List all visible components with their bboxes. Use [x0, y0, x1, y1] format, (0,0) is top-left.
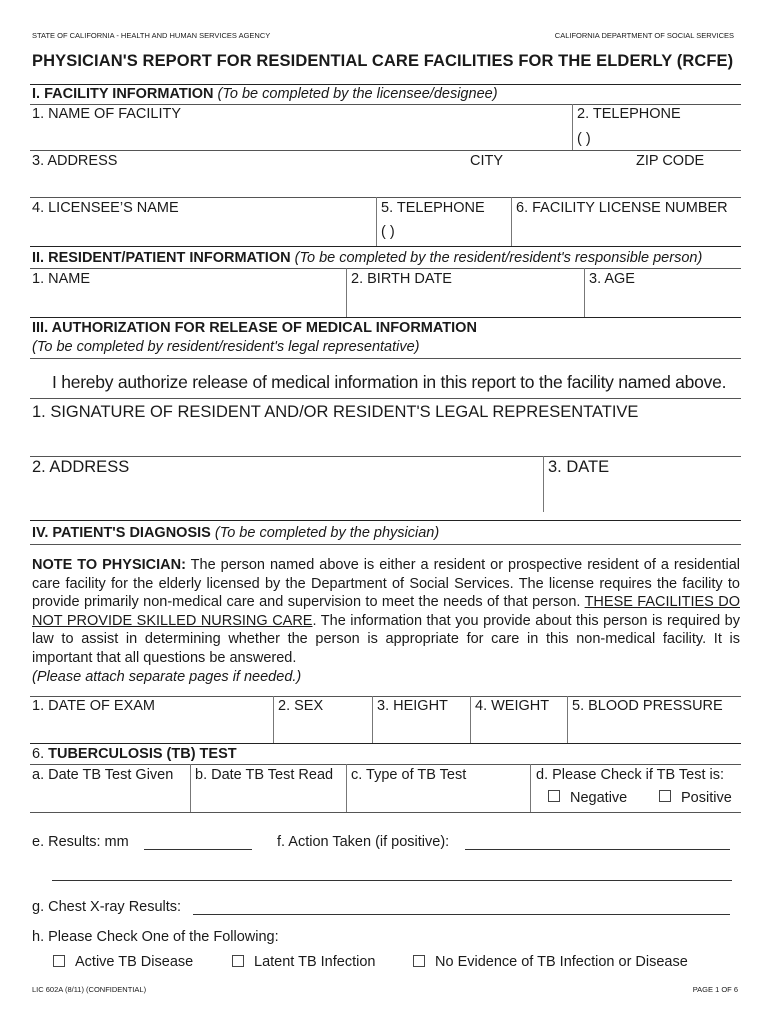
- license-number-field[interactable]: [516, 219, 738, 244]
- signature-field[interactable]: [32, 424, 738, 454]
- active-tb-checkbox[interactable]: [53, 955, 65, 967]
- zip-label: ZIP CODE: [636, 153, 705, 169]
- action-field[interactable]: [465, 849, 730, 850]
- sex-field[interactable]: [278, 717, 368, 741]
- negative-label: Negative: [570, 790, 628, 806]
- birth-date-label: 2. BIRTH DATE: [351, 271, 452, 287]
- telephone5-label: 5. TELEPHONE: [381, 200, 485, 216]
- action-label: f. Action Taken (if positive):: [277, 834, 450, 850]
- auth-address-field[interactable]: [32, 480, 538, 510]
- facility-name-field[interactable]: [32, 124, 568, 148]
- note-to-physician: NOTE TO PHYSICIAN: The person named above is either a resident or prospective resident of a residential care facility for the elderly licensed by the Department of Social Services. The license requires the facility to provide primarily non-medical care and supervision to meet the needs of that person. THESE FACILITIES DO NOT PROVIDE SKILLED NURSING CARE. The information that you provide about this person is required by law to assist in determining whether the person is appropriate for care in this non-medical facility. It is important that all questions be answered. (Please attach separate pages if needed.): [32, 557, 741, 685]
- negative-checkbox[interactable]: [548, 790, 560, 802]
- licensee-telephone-field[interactable]: [395, 219, 507, 244]
- section3-heading: III. AUTHORIZATION FOR RELEASE OF MEDICAL INFORMATION: [32, 320, 477, 336]
- facility-name-label: 1. NAME OF FACILITY: [32, 106, 182, 122]
- section2-heading: II. RESIDENT/PATIENT INFORMATION (To be completed by the resident/resident's responsible person): [32, 250, 703, 266]
- latent-tb-label: Latent TB Infection: [254, 954, 376, 970]
- tb-date-read-field[interactable]: [195, 786, 342, 810]
- no-evidence-checkbox[interactable]: [413, 955, 425, 967]
- auth-date-label: 3. DATE: [548, 458, 610, 476]
- section4-heading: IV. PATIENT'S DIAGNOSIS (To be completed by the physician): [32, 525, 440, 541]
- xray-label: g. Chest X-ray Results:: [32, 899, 182, 915]
- facility-telephone-field[interactable]: [590, 124, 738, 148]
- page-number: PAGE 1 OF 6: [692, 985, 738, 994]
- tb-type-label: c. Type of TB Test: [351, 767, 467, 783]
- form-title: PHYSICIAN'S REPORT FOR RESIDENTIAL CARE FACILITIES FOR THE ELDERLY (RCFE): [32, 52, 734, 70]
- section1-heading: I. FACILITY INFORMATION (To be completed by the licensee/designee): [32, 86, 498, 102]
- height-label: 3. HEIGHT: [377, 698, 448, 714]
- section3-note: (To be completed by resident/resident's legal representative): [32, 339, 420, 355]
- check-one-label: h. Please Check One of the Following:: [32, 929, 279, 945]
- licensee-name-field[interactable]: [32, 219, 372, 244]
- positive-checkbox[interactable]: [659, 790, 671, 802]
- tb-date-given-field[interactable]: [32, 786, 186, 810]
- authorization-statement: I hereby authorize release of medical information in this report to the facility named above.: [52, 372, 727, 392]
- auth-date-field[interactable]: [548, 480, 738, 510]
- tb-date-given-label: a. Date TB Test Given: [32, 767, 174, 783]
- blood-pressure-field[interactable]: [572, 717, 738, 741]
- positive-label: Positive: [681, 790, 732, 806]
- facility-address-field[interactable]: [32, 172, 738, 196]
- age-field[interactable]: [589, 290, 738, 315]
- telephone-paren: ( ): [577, 131, 591, 147]
- license-number-label: 6. FACILITY LICENSE NUMBER: [516, 200, 728, 216]
- no-evidence-label: No Evidence of TB Infection or Disease: [435, 954, 688, 970]
- signature-label: 1. SIGNATURE OF RESIDENT AND/OR RESIDENT'S LEGAL REPRESENTATIVE: [32, 403, 639, 421]
- exam-date-field[interactable]: [32, 717, 269, 741]
- results-label: e. Results: mm: [32, 834, 129, 850]
- tb-date-read-label: b. Date TB Test Read: [195, 767, 334, 783]
- city-label: CITY: [470, 153, 504, 169]
- blood-pressure-label: 5. BLOOD PRESSURE: [572, 698, 723, 714]
- sex-label: 2. SEX: [278, 698, 324, 714]
- form-id: LIC 602A (8/11) (CONFIDENTIAL): [32, 985, 147, 994]
- birth-date-field[interactable]: [351, 290, 580, 315]
- telephone-label: 2. TELEPHONE: [577, 106, 681, 122]
- weight-label: 4. WEIGHT: [475, 698, 550, 714]
- tb-check-label: d. Please Check if TB Test is:: [536, 767, 725, 783]
- active-tb-label: Active TB Disease: [75, 954, 194, 970]
- age-label: 3. AGE: [589, 271, 635, 287]
- auth-address-label: 2. ADDRESS: [32, 458, 130, 476]
- department-label: CALIFORNIA DEPARTMENT OF SOCIAL SERVICES: [554, 31, 734, 40]
- address-label: 3. ADDRESS: [32, 153, 118, 169]
- resident-name-label: 1. NAME: [32, 271, 91, 287]
- xray-field[interactable]: [193, 914, 730, 915]
- results-field[interactable]: [144, 849, 252, 850]
- licensee-label: 4. LICENSEE’S NAME: [32, 200, 179, 216]
- height-field[interactable]: [377, 717, 466, 741]
- tb-heading: 6. TUBERCULOSIS (TB) TEST: [32, 746, 237, 762]
- latent-tb-checkbox[interactable]: [232, 955, 244, 967]
- exam-date-label: 1. DATE OF EXAM: [32, 698, 156, 714]
- resident-name-field[interactable]: [32, 290, 342, 315]
- tb-type-field[interactable]: [351, 786, 526, 810]
- action-field-continued[interactable]: [52, 880, 732, 881]
- telephone5-paren: ( ): [381, 224, 395, 240]
- agency-label: STATE OF CALIFORNIA - HEALTH AND HUMAN SERVICES AGENCY: [32, 31, 271, 40]
- weight-field[interactable]: [475, 717, 563, 741]
